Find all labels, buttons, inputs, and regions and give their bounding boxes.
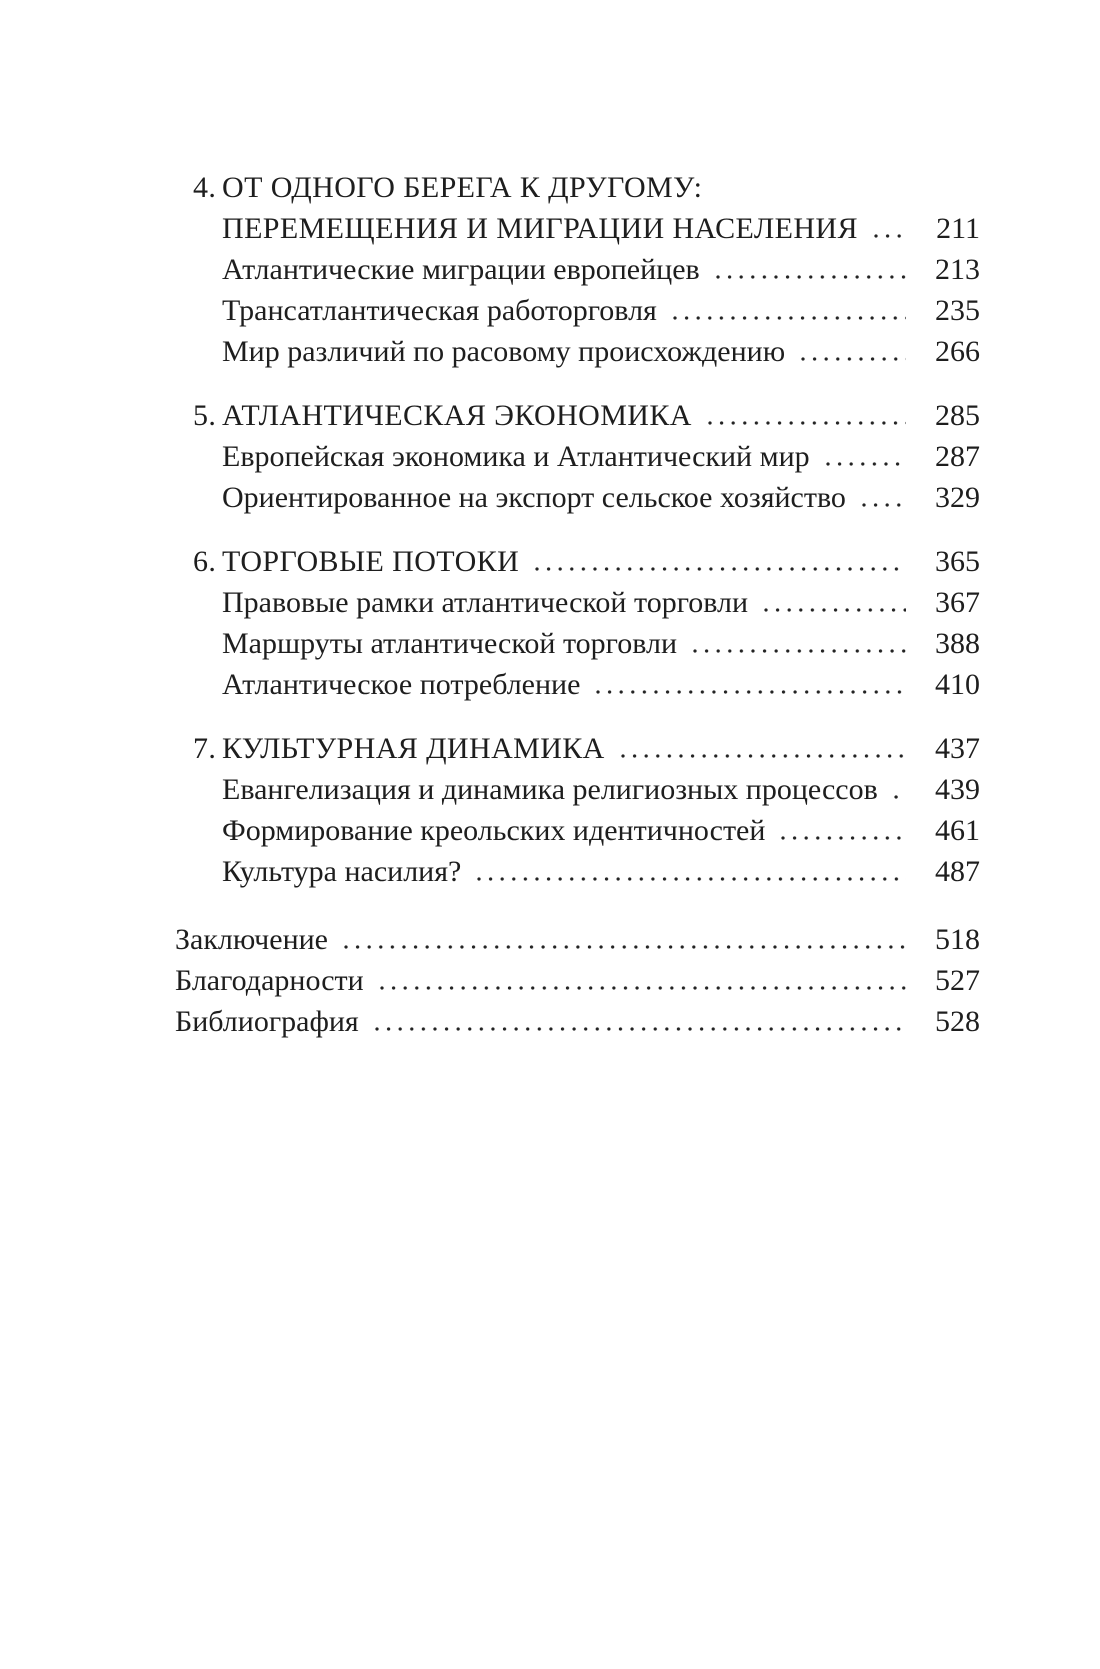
- subitem-title: Культура насилия?: [222, 855, 462, 888]
- dot-leader: [716, 271, 906, 279]
- dot-leader: [764, 604, 906, 612]
- toc-subitem-row: [175, 477, 980, 518]
- subitem-title: Атлантическое потребление: [222, 668, 581, 701]
- dot-leader: [477, 873, 906, 881]
- dot-leader: [874, 230, 906, 238]
- dot-leader: [781, 832, 906, 840]
- back-matter-title: Заключение: [175, 923, 328, 956]
- dot-leader: [375, 1023, 906, 1031]
- chapter-heading-row: [175, 395, 980, 436]
- dot-leader: [673, 312, 906, 320]
- toc-subitem-row: [175, 851, 980, 892]
- dot-leader: [708, 417, 906, 425]
- toc-subitem-row: [175, 582, 980, 623]
- page-number: 410: [935, 668, 980, 701]
- page-number: 528: [935, 1005, 980, 1038]
- subitem-title: Трансатлантическая работорговля: [222, 294, 657, 327]
- back-matter-title: Библиография: [175, 1005, 359, 1038]
- toc-subitem-row: [175, 664, 980, 705]
- chapter-title: АТЛАНТИЧЕСКАЯ ЭКОНОМИКА: [222, 399, 692, 432]
- page-number: 329: [935, 481, 980, 514]
- page-number: 439: [935, 773, 980, 806]
- page-number: 266: [935, 335, 980, 368]
- page-number: 367: [935, 586, 980, 619]
- back-matter-row: [175, 1001, 980, 1042]
- page-number: 235: [935, 294, 980, 327]
- toc-subitem-row: [175, 623, 980, 664]
- page-number: 213: [935, 253, 980, 286]
- page-number: 518: [935, 923, 980, 956]
- toc-chapter: [175, 395, 980, 518]
- toc-subitem-row: [175, 436, 980, 477]
- chapter-title: ПЕРЕМЕЩЕНИЯ И МИГРАЦИИ НАСЕЛЕНИЯ: [222, 212, 858, 245]
- chapter-title: КУЛЬТУРНАЯ ДИНАМИКА: [222, 732, 605, 765]
- subitem-title: Мир различий по расовому происхождению: [222, 335, 786, 368]
- page-number: 287: [935, 440, 980, 473]
- chapter-title: ТОРГОВЫЕ ПОТОКИ: [222, 545, 520, 578]
- subitem-title: Маршруты атлантической торговли: [222, 627, 678, 660]
- toc-subitem-row: [175, 810, 980, 851]
- toc-subitem-row: [175, 769, 980, 810]
- chapter-number: 7.: [193, 732, 217, 765]
- back-matter-title: Благодарности: [175, 964, 364, 997]
- dot-leader: [801, 353, 906, 361]
- toc-chapter: [175, 541, 980, 705]
- page-number: 437: [935, 732, 980, 765]
- dot-leader: [693, 645, 906, 653]
- dot-leader: [535, 563, 906, 571]
- page-number: 388: [935, 627, 980, 660]
- subitem-title: Правовые рамки атлантической торговли: [222, 586, 749, 619]
- subitem-title: Европейская экономика и Атлантический мир: [222, 440, 810, 473]
- chapter-number: 5.: [193, 399, 217, 432]
- chapter-heading-row: [175, 167, 980, 208]
- back-matter-section: [175, 919, 980, 1042]
- page-number: 461: [935, 814, 980, 847]
- toc-subitem-row: [175, 331, 980, 372]
- toc-subitem-row: [175, 249, 980, 290]
- chapter-heading-row: [175, 541, 980, 582]
- dot-leader: [894, 791, 906, 799]
- dot-leader: [344, 941, 906, 949]
- chapter-title: ОТ ОДНОГО БЕРЕГА К ДРУГОМУ:: [222, 171, 703, 204]
- chapter-number: 6.: [193, 545, 217, 578]
- page-number: 285: [935, 399, 980, 432]
- subitem-title: Ориентированное на экспорт сельское хозяйство: [222, 481, 846, 514]
- toc-subitem-row: [175, 290, 980, 331]
- chapter-heading-row: [175, 728, 980, 769]
- page-number: 527: [935, 964, 980, 997]
- back-matter-row: [175, 960, 980, 1001]
- dot-leader: [826, 458, 906, 466]
- subitem-title: Формирование креольских идентичностей: [222, 814, 766, 847]
- toc-chapter: [175, 728, 980, 892]
- back-matter-row: [175, 919, 980, 960]
- page-number: 211: [936, 212, 980, 245]
- page-number: 365: [935, 545, 980, 578]
- table-of-contents: [175, 167, 980, 1042]
- dot-leader: [596, 686, 906, 694]
- subitem-title: Атлантические миграции европейцев: [222, 253, 700, 286]
- dot-leader: [862, 499, 906, 507]
- toc-chapter: [175, 167, 980, 372]
- chapter-heading-row: [175, 208, 980, 249]
- dot-leader: [621, 750, 906, 758]
- subitem-title: Евангелизация и динамика религиозных процессов: [222, 773, 878, 806]
- page-number: 487: [935, 855, 980, 888]
- dot-leader: [380, 982, 906, 990]
- chapter-number: 4.: [193, 171, 217, 204]
